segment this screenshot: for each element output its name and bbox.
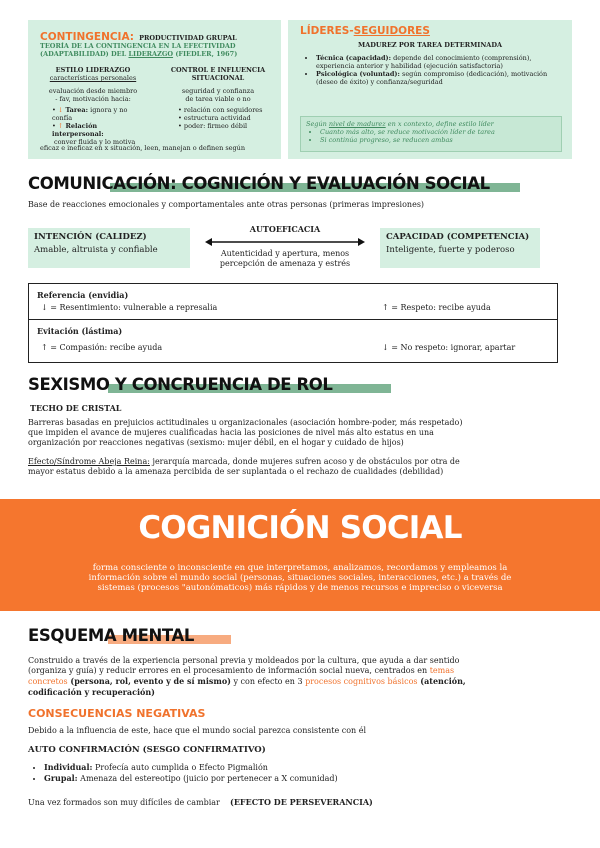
estilo-line-1: evaluación desde miembro xyxy=(48,87,138,95)
autoconfirmacion-title: AUTO CONFIRMACIÓN (SESGO CONFIRMATIVO) xyxy=(28,745,266,755)
individual-item: • Individual: Profecía auto cumplida o Efecto Pigmalión xyxy=(44,762,338,773)
lideres-panel xyxy=(288,20,572,159)
contingencia-panel xyxy=(28,20,281,159)
control-line-2: de tarea viable o no xyxy=(185,95,251,103)
referencia-right: ↑ = Respeto: recibe ayuda xyxy=(382,303,491,312)
control-bullet-1: • relación con seguidores xyxy=(178,106,263,114)
capacidad-box xyxy=(380,228,540,268)
cognicion-text: forma consciente o inconsciente en que interpretamos, analizamos, recordamos y empleamos la información sobre el mundo social (personas, situaciones sociales, interacciones, etc.) a través de sistemas (procesos "autonómaticos) más rápidos y de menos recursos e impreciso o viceversa xyxy=(88,563,512,593)
control-bullet-2: • estructura actividad xyxy=(178,114,251,122)
abeja-reina-text: Efecto/Síndrome Abeja Reina: jerarquía marcada, donde mujeres sufren acoso y de obstáculos por otra de mayor estatus debido a la amenaza percibida de ser suplantada o el rechazo de cualidades (debilidad) xyxy=(28,457,460,476)
evitacion-right: ↓ = No respeto: ignorar, apartar xyxy=(382,343,516,352)
referencia-title: Referencia (envidia) xyxy=(37,290,129,300)
consecuencias-text: Debido a la influencia de este, hace que el mundo social parezca consistente con él xyxy=(28,726,367,735)
estilo-liderazgo-head: ESTILO LIDERAZGO xyxy=(55,66,131,74)
up-arrow-icon: ↑ xyxy=(382,303,389,312)
cognicion-banner xyxy=(0,499,600,611)
contingencia-theory xyxy=(40,42,237,58)
contingencia-footer: eficaz e ineficaz en x situación, leen, manejan o definen según xyxy=(40,144,246,152)
evitacion-left: ↑ = Compasión: recibe ayuda xyxy=(41,343,163,352)
techo-cristal-text: Barreras basadas en prejuicios actitudinales u organizacionales (asociación hombre-poder, más respetado) que impiden el avance de mujeres cualificadas hacia las posiciones de nivel más alto estatus en una organización por reacciones negativas (sexismo: mujer débil, en el hogar y cuidado de hijos) xyxy=(28,418,463,447)
evitacion-title: Evitación (lástima) xyxy=(37,326,123,336)
estilo-liderazgo-sub: características personales xyxy=(49,74,137,82)
up-arrow-icon: ↑ xyxy=(41,343,48,352)
intencion-text: Amable, altruista y confiable xyxy=(34,245,158,255)
autoconfirmacion-list xyxy=(32,762,338,784)
relacion-text: conver fluida y lo motiva xyxy=(54,138,136,146)
theory-line-1: TEORÍA DE LA CONTINGENCIA EN LA EFECTIVIDAD xyxy=(40,42,236,50)
control-line-1: seguridad y confianza xyxy=(181,87,255,95)
madurez-note: Según nivel de madurez en x contexto, define estilo líder • Cuanto más alto, se reduce motivación líder de tarea • Si continúa progreso, se reducen ambas xyxy=(300,116,562,152)
down-arrow-icon: ↓ xyxy=(382,343,389,352)
perseverancia-line: Una vez formados son muy difíciles de cambiar (EFECTO DE PERSEVERANCIA) xyxy=(28,797,373,807)
intencion-title: INTENCIÓN (CALIDEZ) xyxy=(34,232,147,242)
estilo-liderazgo-column xyxy=(38,66,148,146)
estilo-line-2: - fav, motivación hacia: xyxy=(55,95,131,103)
double-arrow-icon xyxy=(205,232,365,242)
lideres-title: LÍDERES-SEGUIDORES xyxy=(300,25,430,37)
esquema-text: Construido a través de la experiencia personal previa y moldeados por la cultura, que ayuda a dar sentido (organiza y guía) y reducir errores en el procesamiento de información social nueva, centrados en temas concretos (persona, rol, evento y de sí mismo) y con efecto en 3 procesos cognitivos básicos (atención, codificación y recuperación) xyxy=(28,656,466,697)
madurez-bullet-2: • Si continúa progreso, se reducen ambas xyxy=(320,136,556,144)
theory-line-2c: (FIEDLER, 1967) xyxy=(175,50,238,58)
tarea-item: • ↓ Tarea: ignora y no confía xyxy=(52,106,128,122)
lideres-subtitle: MADUREZ POR TAREA DETERMINADA xyxy=(358,41,502,49)
down-arrow-icon: ↓ xyxy=(41,303,48,312)
intencion-box xyxy=(28,228,190,268)
theory-line-2b: LIDERAZGO xyxy=(128,50,174,58)
referencia-left: ↓ = Resentimiento: vulnerable a represalia xyxy=(41,303,218,312)
contingencia-subtitle: PRODUCTIVIDAD GRUPAL xyxy=(139,34,237,42)
capacidad-text: Inteligente, fuerte y poderoso xyxy=(386,245,515,255)
madurez-bullet-1: • Cuanto más alto, se reduce motivación líder de tarea xyxy=(320,128,556,136)
autoeficacia-title: AUTOEFICACIA xyxy=(249,224,321,234)
control-head-1: CONTROL E INFLUENCIA xyxy=(170,66,266,74)
relacion-item: • ↑ Relación interpersonal: xyxy=(52,122,104,138)
table-divider xyxy=(29,319,557,320)
autoeficacia-text: Autenticidad y apertura, menos percepción de amenaza y estrés xyxy=(219,249,351,268)
referencia-evitacion-table xyxy=(28,283,558,363)
techo-cristal-title: TECHO DE CRISTAL xyxy=(30,403,122,413)
psicologica-item: • Psicológica (voluntad): según compromiso (dedicación), motivación (deseo de éxito) y confianza/seguridad xyxy=(316,70,566,86)
grupal-item: • Grupal: Amenaza del estereotipo (juicio por pertenecer a X comunidad) xyxy=(44,773,338,784)
contingencia-title: CONTINGENCIA: xyxy=(40,31,134,43)
up-arrow-icon: ↑ xyxy=(57,122,64,130)
comunicacion-title: COMUNICACIÓN: COGNICIÓN Y EVALUACIÓN SOCIAL xyxy=(28,174,490,193)
capacidad-title: CAPACIDAD (COMPETENCIA) xyxy=(386,232,530,242)
consecuencias-title: CONSECUENCIAS NEGATIVAS xyxy=(28,707,206,720)
control-bullet-3: • poder: firmeo débil xyxy=(178,122,248,130)
theory-line-2a: (ADAPTABILIDAD) DEL xyxy=(40,50,127,58)
control-influencia-column xyxy=(162,66,274,130)
cognicion-title: COGNICIÓN SOCIAL xyxy=(138,510,462,546)
down-arrow-icon: ↓ xyxy=(57,106,64,114)
control-head-2: SITUACIONAL xyxy=(191,74,245,82)
sexismo-title: SEXISMO Y CONCRUENCIA DE ROL xyxy=(28,375,333,394)
perseverancia-label: (EFECTO DE PERSEVERANCIA) xyxy=(230,797,373,807)
lideres-list xyxy=(304,54,566,86)
tecnica-item: • Técnica (capacidad): depende del conocimiento (comprensión), experiencia anterior y habilidad (ejecución satisfactoria) xyxy=(316,54,566,70)
esquema-title: ESQUEMA MENTAL xyxy=(28,626,194,645)
comunicacion-intro: Base de reacciones emocionales y comportamentales ante otras personas (primeras impresiones) xyxy=(28,200,425,209)
